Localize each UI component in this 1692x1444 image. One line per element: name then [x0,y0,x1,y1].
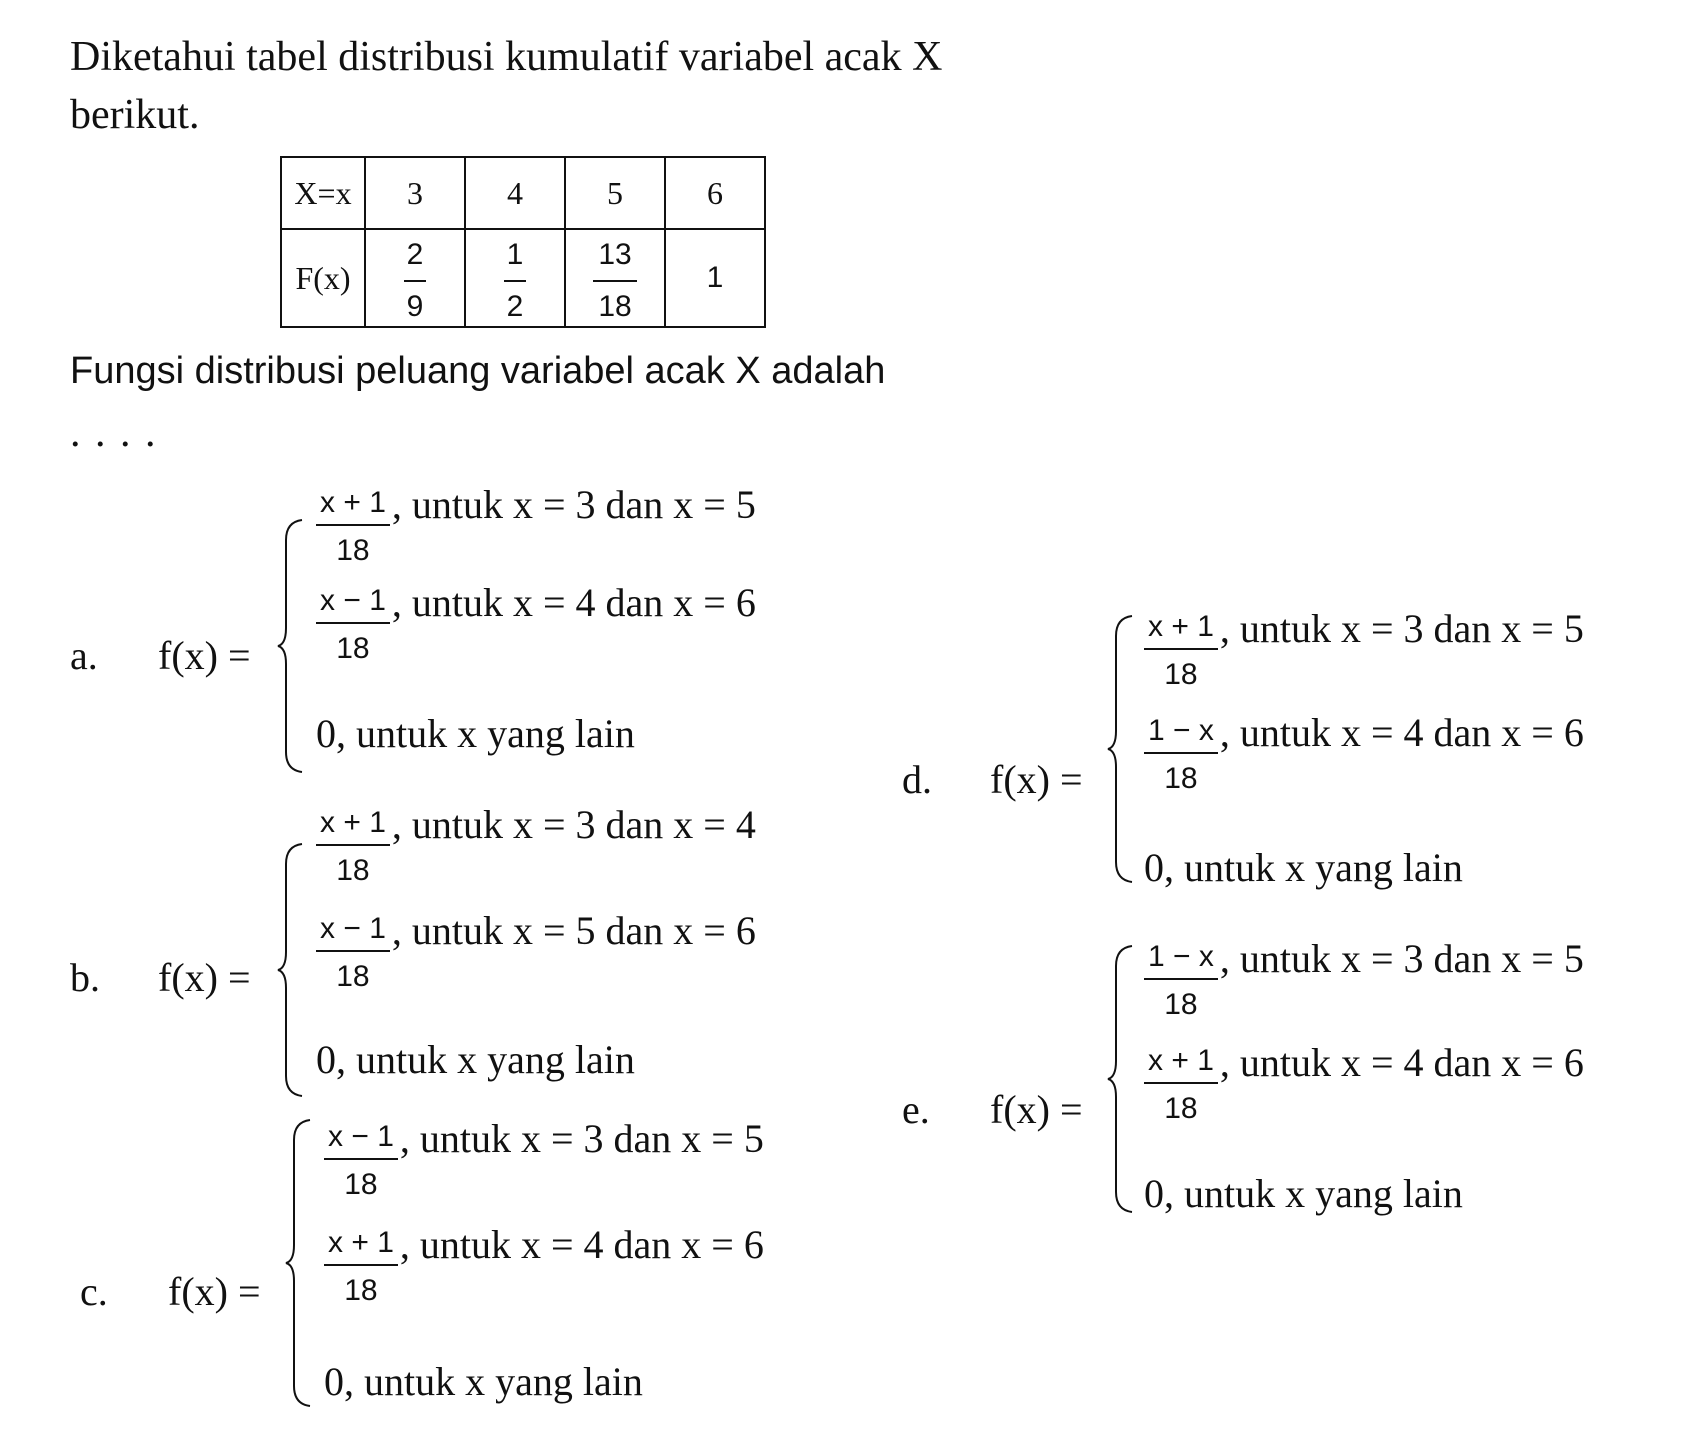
option-letter: d. [902,757,932,802]
fraction-denominator: 18 [1164,1092,1198,1125]
question-dots: . . . . [70,410,158,456]
piece-2 [1144,1040,1584,1125]
left-brace [276,842,306,1098]
left-brace [284,1118,314,1408]
piece-condition: , untuk x = 3 dan x = 5 [1219,606,1584,651]
fraction-numerator: 13 [598,237,632,271]
piece-condition: , untuk x = 4 dan x = 6 [1219,710,1584,755]
piece-condition: , untuk x = 4 dan x = 6 [391,580,756,625]
fraction-denominator: 18 [336,632,370,665]
fraction-denominator: 18 [1164,988,1198,1021]
piece-otherwise: 0, untuk x yang lain [324,1359,643,1404]
intro-line-1: Diketahui tabel distribusi kumulatif variabel acak X [70,34,943,80]
fraction [593,237,637,323]
function-label: f(x) = [168,1269,261,1314]
table-cell-f4 [465,229,565,327]
piece-condition: , untuk x = 4 dan x = 6 [1219,1040,1584,1085]
table-cell-x5: 5 [565,157,665,229]
piece-2 [316,580,756,665]
table-cell-f6: 1 [665,229,765,327]
fraction-denominator: 18 [336,854,370,887]
piece-condition: , untuk x = 3 dan x = 5 [391,482,756,527]
piece-otherwise: 0, untuk x yang lain [1144,1171,1463,1216]
piece-2 [1144,710,1584,795]
table-header-x: X=x [281,157,365,229]
fraction-numerator: x + 1 [328,1226,394,1259]
fraction [324,1122,398,1200]
fraction [316,586,390,664]
option-letter: a. [70,633,98,678]
fraction [1144,942,1218,1020]
left-brace [1106,614,1136,884]
piece-otherwise: 0, untuk x yang lain [316,711,635,756]
left-brace [1106,944,1136,1214]
fraction-denominator: 18 [336,534,370,567]
option-letter: e. [902,1087,930,1132]
table-header-fx: F(x) [281,229,365,327]
function-label: f(x) = [990,757,1083,802]
piece-otherwise: 0, untuk x yang lain [1144,845,1463,890]
piece-1 [1144,936,1584,1021]
piece-condition: , untuk x = 3 dan x = 5 [399,1116,764,1161]
fraction [1144,612,1218,690]
function-label: f(x) = [990,1087,1083,1132]
fraction-numerator: x + 1 [1148,610,1214,643]
table-cell-x3: 3 [365,157,465,229]
table-cell-x6: 6 [665,157,765,229]
fraction [316,914,390,992]
fraction-denominator: 2 [506,289,524,323]
piece-condition: , untuk x = 3 dan x = 5 [1219,936,1584,981]
piece-condition: , untuk x = 5 dan x = 6 [391,908,756,953]
fraction [316,488,390,566]
table-cell-x4: 4 [465,157,565,229]
cumulative-distribution-table [280,156,766,328]
fraction [316,808,390,886]
fraction [1144,716,1218,794]
fraction [404,237,426,323]
fraction-numerator: x + 1 [1148,1044,1214,1077]
fraction-numerator: 1 [506,237,524,271]
piece-condition: , untuk x = 4 dan x = 6 [399,1222,764,1267]
fraction-numerator: 2 [406,237,424,271]
fraction-numerator: x + 1 [320,486,386,519]
fraction [504,237,526,323]
fraction-numerator: x − 1 [328,1120,394,1153]
fraction-denominator: 18 [344,1274,378,1307]
fraction-numerator: x − 1 [320,912,386,945]
fraction-denominator: 18 [336,960,370,993]
option-letter: c. [80,1269,108,1314]
table-row-fx [281,229,765,327]
fraction-denominator: 18 [344,1168,378,1201]
question-text: Fungsi distribusi peluang variabel acak X adalah [70,350,886,392]
fraction [324,1228,398,1306]
fraction [1144,1046,1218,1124]
table-cell-f3 [365,229,465,327]
fraction-denominator: 18 [1164,658,1198,691]
piece-otherwise: 0, untuk x yang lain [316,1037,635,1082]
piece-1 [1144,606,1584,691]
table-row-x [281,157,765,229]
intro-line-2: berikut. [70,92,200,138]
option-letter: b. [70,955,100,1000]
fraction-denominator: 18 [598,289,632,323]
fraction-numerator: x + 1 [320,806,386,839]
fraction-numerator: x − 1 [320,584,386,617]
fraction-bar [504,280,526,282]
fraction-denominator: 9 [406,289,424,323]
fraction-denominator: 18 [1164,762,1198,795]
left-brace [276,518,306,774]
table-cell-f5 [565,229,665,327]
piece-1 [316,802,756,887]
fraction-numerator: 1 − x [1148,714,1214,747]
piece-2 [316,908,756,993]
fraction-bar [593,280,637,282]
piece-condition: , untuk x = 3 dan x = 4 [391,802,756,847]
function-label: f(x) = [158,955,251,1000]
piece-2 [324,1222,764,1307]
function-label: f(x) = [158,633,251,678]
piece-1 [324,1116,764,1201]
fraction-bar [404,280,426,282]
piece-1 [316,482,756,567]
fraction-numerator: 1 − x [1148,940,1214,973]
